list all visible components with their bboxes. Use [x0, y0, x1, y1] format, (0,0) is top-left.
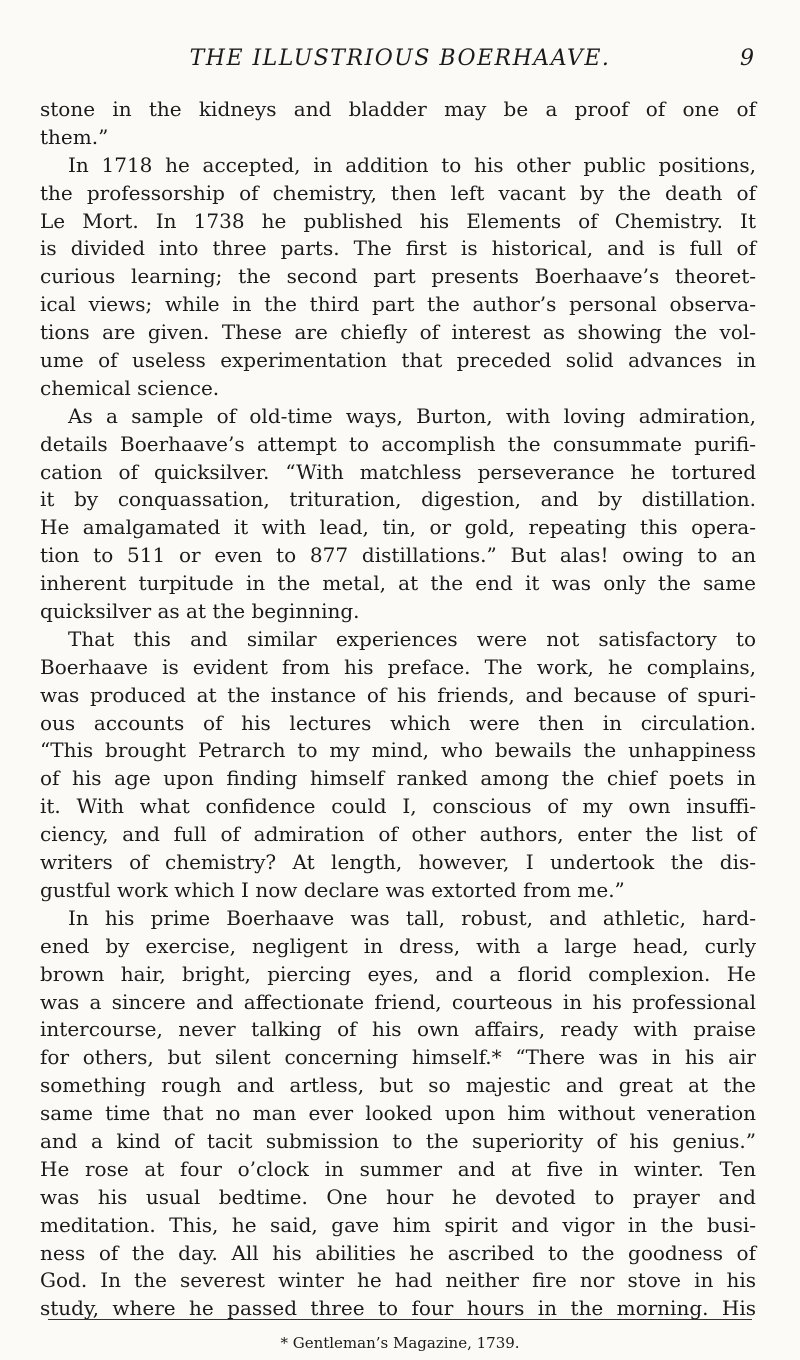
running-title: THE ILLUSTRIOUS BOERHAAVE.: [189, 46, 611, 71]
text-line: He rose at four o’clock in summer and at five in winter. Ten: [40, 1156, 756, 1181]
text-line: As a sample of old-time ways, Burton, with loving admiration,: [68, 403, 756, 428]
page-number: 9: [740, 46, 754, 71]
text-line: meditation. This, he said, gave him spirit and vigor in the busi-: [40, 1212, 756, 1237]
text-line: tions are given. These are chiefly of interest as showing the vol-: [40, 320, 756, 345]
text-line: ous accounts of his lectures which were then in circulation.: [40, 710, 756, 735]
text-line: Boerhaave is evident from his preface. The work, he complains,: [40, 654, 756, 679]
footnote: * Gentleman’s Magazine, 1739.: [280, 1334, 520, 1352]
footnote-divider: [48, 1319, 752, 1320]
text-line: was a sincere and affectionate friend, courteous in his professional: [40, 989, 756, 1014]
text-line: ical views; while in the third part the author’s personal observa-: [40, 292, 756, 317]
text-line: curious learning; the second part presents Boerhaave’s theoret-: [40, 264, 756, 289]
text-line: of his age upon finding himself ranked among the chief poets in: [40, 766, 756, 791]
text-line: for others, but silent concerning himself.* “There was in his air: [40, 1045, 756, 1070]
text-line: “This brought Petrarch to my mind, who bewails the unhappiness: [40, 738, 756, 763]
text-line: cation of quicksilver. “With matchless perseverance he tortured: [40, 459, 756, 484]
text-line: brown hair, bright, piercing eyes, and a florid complexion. He: [40, 961, 756, 986]
text-line: same time that no man ever looked upon him without veneration: [40, 1101, 756, 1126]
text-line: ciency, and full of admiration of other authors, enter the list of: [40, 822, 756, 847]
text-line: ened by exercise, negligent in dress, with a large head, curly: [40, 933, 756, 958]
text-line: something rough and artless, but so majestic and great at the: [40, 1073, 756, 1098]
text-line: the professorship of chemistry, then left vacant by the death of: [40, 180, 756, 205]
text-line: study, where he passed three to four hours in the morning. His: [40, 1296, 756, 1321]
text-line: is divided into three parts. The first is historical, and is full of: [40, 236, 756, 261]
body-text: [40, 96, 756, 1323]
text-line: it. With what confidence could I, conscious of my own insuffi-: [40, 794, 756, 819]
text-line: That this and similar experiences were not satisfactory to: [68, 626, 756, 651]
text-line: God. In the severest winter he had neither fire nor stove in his: [40, 1268, 756, 1293]
page-header: [40, 42, 760, 82]
text-line: quicksilver as at the beginning.: [40, 599, 360, 624]
text-line: writers of chemistry? At length, however, I undertook the dis-: [40, 850, 756, 875]
text-line: gustful work which I now declare was extorted from me.”: [40, 877, 625, 902]
text-line: details Boerhaave’s attempt to accomplish the consummate purifi-: [40, 431, 756, 456]
text-line: was his usual bedtime. One hour he devoted to prayer and: [40, 1184, 756, 1209]
text-line: He amalgamated it with lead, tin, or gold, repeating this opera-: [40, 515, 756, 540]
text-line: inherent turpitude in the metal, at the end it was only the same: [40, 571, 756, 596]
text-line: it by conquassation, trituration, digestion, and by distillation.: [40, 487, 756, 512]
text-line: chemical science.: [40, 375, 220, 400]
text-line: In his prime Boerhaave was tall, robust, and athletic, hard-: [68, 905, 756, 930]
text-line: stone in the kidneys and bladder may be a proof of one of: [40, 97, 756, 121]
text-line: Le Mort. In 1738 he published his Elements of Chemistry. It: [40, 208, 756, 233]
text-line: was produced at the instance of his friends, and because of spuri-: [40, 682, 756, 707]
text-line: tion to 511 or even to 877 distillations.” But alas! owing to an: [40, 543, 756, 568]
text-line: In 1718 he accepted, in addition to his other public positions,: [68, 152, 756, 177]
text-line: ness of the day. All his abilities he ascribed to the goodness of: [40, 1240, 756, 1265]
text-line: them.”: [40, 124, 109, 149]
text-line: and a kind of tacit submission to the superiority of his genius.”: [40, 1128, 756, 1153]
text-line: intercourse, never talking of his own affairs, ready with praise: [40, 1017, 756, 1042]
text-line: ume of useless experimentation that preceded solid advances in: [40, 348, 756, 373]
